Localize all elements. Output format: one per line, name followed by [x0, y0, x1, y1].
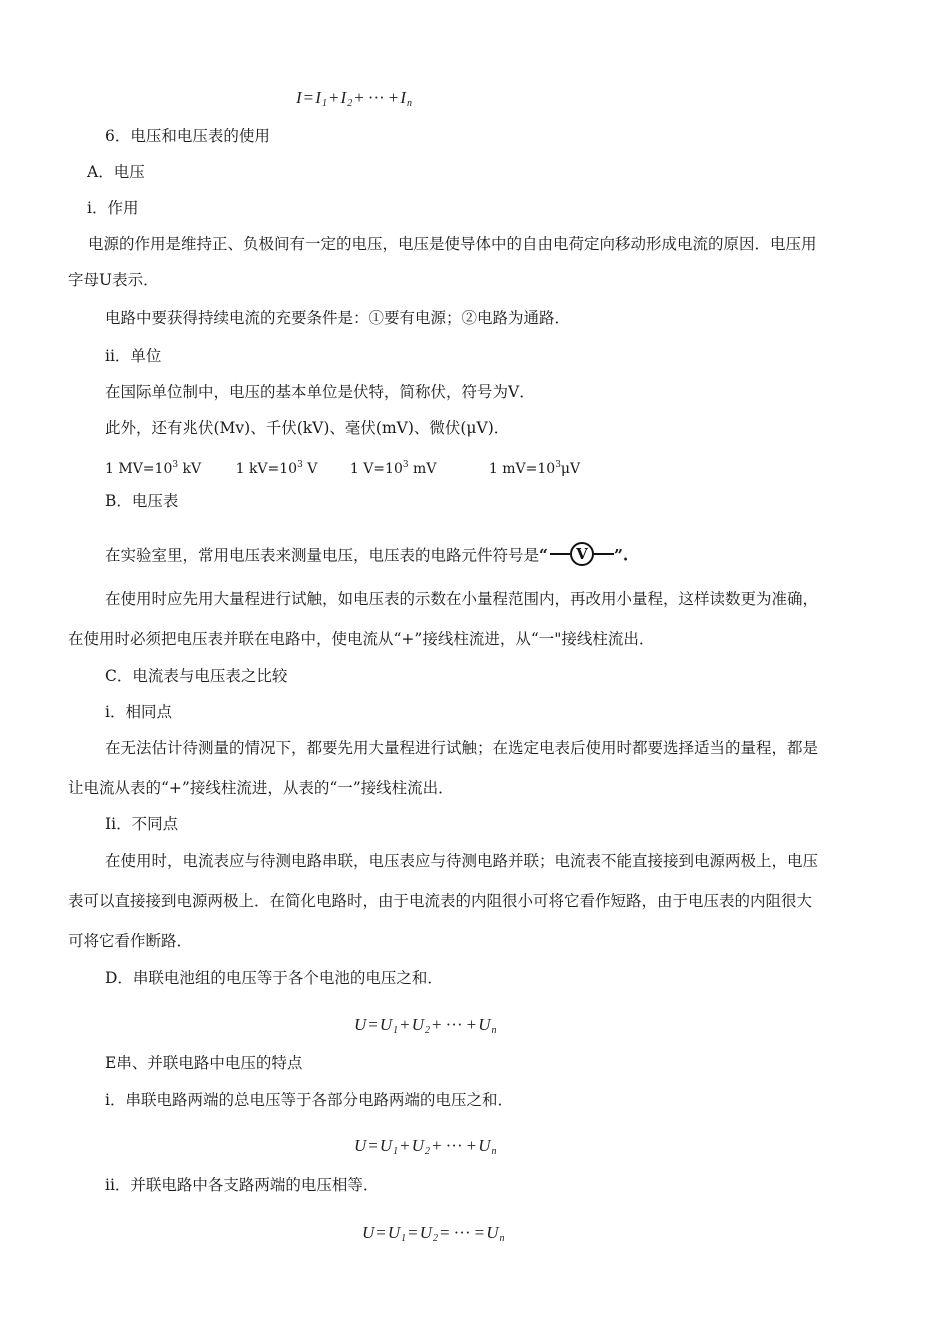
section-b-title: B．电压表	[105, 492, 179, 510]
unit-conversions	[105, 455, 580, 479]
diff-points-line3: 可将它看作断路．	[68, 932, 193, 950]
conversion-kv-v: 1 $kV=10^3$ V	[235, 460, 318, 477]
section-6-title: 6．电压和电压表的使用	[105, 127, 270, 145]
conversion-v-mv: 1 $V=10^3$ mV	[349, 460, 437, 477]
conversion-mv-uv: 1 $mV=10^3\mu V$	[488, 460, 581, 477]
paragraph-power-source-line1: 电源的作用是维持正、负极间有一定的电压，电压是使导体中的自由电荷定向移动形成电流的原因．电压用	[88, 235, 817, 253]
paragraph-power-source-line2: 字母U表示．	[68, 271, 159, 289]
section-d-title: D．串联电池组的电压等于各个电池的电压之和．	[105, 969, 443, 987]
section-a-i-title: i．作用	[87, 199, 139, 217]
unit-basic-text: 在国际单位制中，电压的基本单位是伏特，简称伏，符号为V．	[105, 383, 535, 401]
same-points-line2: 让电流从表的“+”接线柱流进，从表的“一”接线柱流出．	[68, 779, 454, 797]
section-a-ii-title: ii．单位	[105, 347, 162, 365]
section-e-title: E串、并联电路中电压的特点	[105, 1054, 303, 1072]
section-c-ii-title: Ii．不同点	[105, 815, 179, 833]
voltmeter-symbol-letter: V	[576, 545, 588, 563]
diff-points-line2: 表可以直接接到电源两极上．在简化电路时，由于电流表的内阻很小可将它看作短路，由于电压表的内阻很大	[68, 892, 813, 910]
section-e-i-title: i．串联电路两端的总电压等于各部分电路两端的电压之和．	[105, 1091, 513, 1109]
voltmeter-symbol-line: 在实验室里，常用电压表来测量电压，电压表的电路元件符号是“ V ”.	[105, 541, 628, 572]
conversion-mv-kv: 1 $MV=10^3$ kV	[105, 460, 202, 477]
section-e-ii-title: ii．并联电路中各支路两端的电压相等．	[105, 1176, 379, 1194]
voltmeter-symbol-icon	[550, 541, 614, 572]
equation-series-voltage-sum: $U = U_1 + U_2$ + ··· + $U_n$	[354, 1136, 497, 1157]
same-points-line1: 在无法估计待测量的情况下，都要先用大量程进行试触；在选定电表后使用时都要选择适当的量程，都是	[105, 739, 819, 757]
paragraph-current-condition: 电路中要获得持续电流的充要条件是：①要有电源；②电路为通路．	[105, 309, 571, 327]
equation-current-sum: $I = I_1 + I_2$ + ··· + $I_n$	[296, 88, 413, 109]
diff-points-line1: 在使用时，电流表应与待测电路串联，电压表应与待测电路并联；电流表不能直接接到电源两极上，电压	[105, 852, 819, 870]
section-a-title: A．电压	[87, 163, 145, 181]
equation-parallel-voltage-equal: $U = U_1 = U_2$ = ··· = $U_n$	[362, 1223, 505, 1244]
equation-battery-voltage-sum: $U = U_1 + U_2$ + ··· + $U_n$	[354, 1015, 497, 1036]
section-c-i-title: i．相同点	[105, 703, 172, 721]
unit-others-text: 此外，还有兆伏(Mv)、千伏(kV)、毫伏(mV)、微伏(μV)．	[105, 419, 510, 437]
section-c-title: C．电流表与电压表之比较	[105, 667, 288, 685]
voltmeter-usage-line1: 在使用时应先用大量程进行试触，如电压表的示数在小量程范围内，再改用小量程，这样读数更为准确，	[105, 590, 819, 608]
voltmeter-usage-line2: 在使用时必须把电压表并联在电路中，使电流从“+”接线柱流进，从“一"接线柱流出．	[68, 630, 655, 648]
